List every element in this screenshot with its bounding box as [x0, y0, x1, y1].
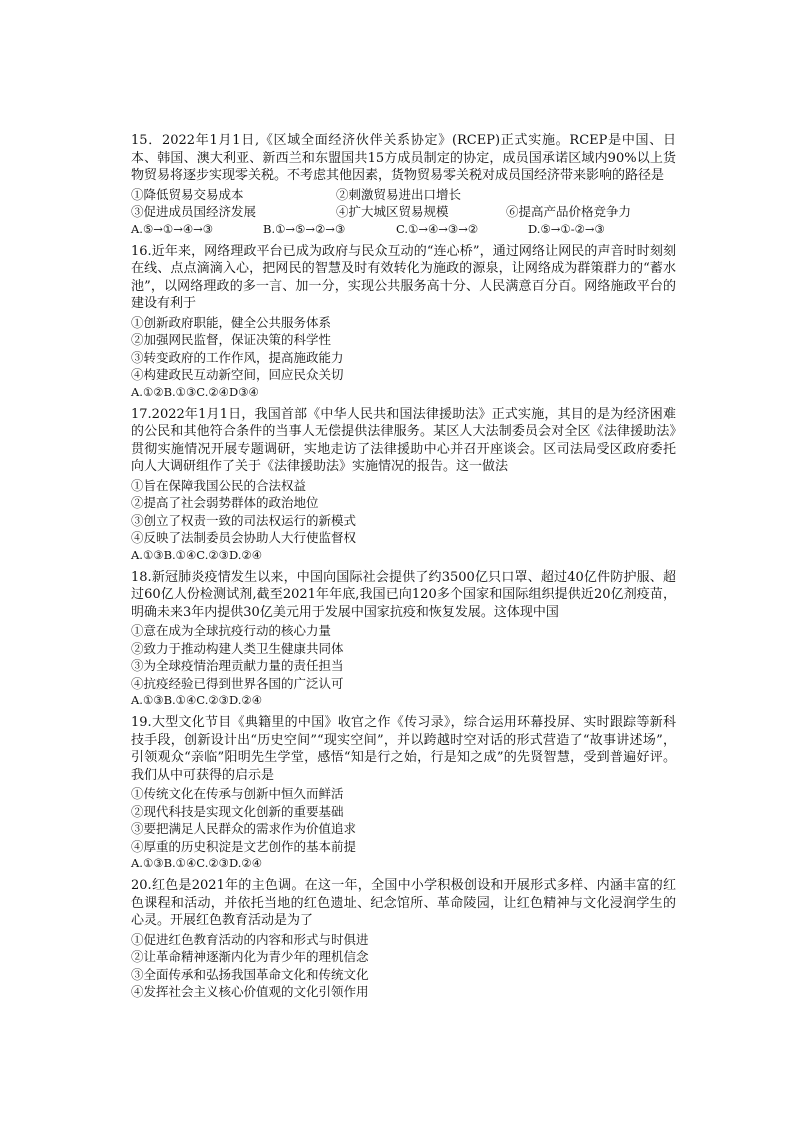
answer-choices: A.①③B.①④C.②③D.②④ [131, 547, 263, 562]
option: ①传统文化在传承与创新中恒久而鲜活 [131, 786, 344, 802]
option-list [131, 186, 676, 221]
option-list [131, 477, 676, 547]
option: ①旨在保障我国公民的合法权益 [131, 477, 307, 493]
answer-choices: A.①②B.①③C.②④D③④ [131, 384, 259, 399]
question-stem: 20.红色是2021年的主色调。在这一年，全国中小学积极创设和开展形式多样、内涵丰富的红色课程和活动，并依托当地的红色遗址、纪念馆所、革命陵园，让红色精神与文化浸润学生的心灵。开展红色教育活动是为了 [131, 878, 676, 929]
answer-choices [131, 221, 676, 238]
question-stem: 16.近年来，网络理政平台已成为政府与民众互动的“连心桥”，通过网络让网民的声音时时刻刻在线、点点滴滴入心，把网民的智慧及时有效转化为施政的源泉，让网络成为群策群力的“蓄水池”，以网络理政的多一言、加一分，实现公共服务高十分、人民满意百分百。网络施政平台的建设有利于 [131, 243, 676, 312]
option: ④反映了法制委员会协助人大行使监督权 [131, 530, 357, 546]
option: ⑥提高产品价格竞争力 [506, 204, 632, 220]
option: ①创新政府职能，健全公共服务体系 [131, 314, 332, 330]
question-20 [131, 877, 676, 1000]
answer-choice-c: C.①→④→③→② [396, 221, 479, 236]
question-stem: 19.大型文化节目《典籍里的中国》收官之作《传习录》，综合运用环幕投屏、实时跟踪等新科技手段，创新设计出“历史空间”“现实空间”，并以跨越时空对话的形式营造了“故事讲述场”，引领观众“亲临”阳明先生学堂，感悟“知是行之始，行是知之成”的先贤智慧，受到普遍好评。我们从中可获得的启示是 [131, 715, 676, 783]
question-stem: 18.新冠肺炎疫情发生以来，中国向国际社会提供了约3500亿只口罩、超过40亿件防护服、超过60亿人份检测试剂,截至2021年年底,我国已向120多个国家和国际组织提供近20亿剂疫苗，明确未来3年内提供30亿美元用于发展中国家抗疫和恢复发展。这体现中国 [131, 569, 676, 620]
option-list [131, 314, 676, 384]
option: ③创立了权责一致的司法权运行的新模式 [131, 512, 357, 528]
option-list [131, 931, 676, 1001]
answer-choice-a: A.⑤→①→④→③ [131, 221, 214, 236]
option: ②刺激贸易进出口增长 [336, 186, 462, 202]
option: ③要把满足人民群众的需求作为价值追求 [131, 821, 357, 837]
question-15 [131, 132, 676, 238]
option: ②现代科技是实现文化创新的重要基础 [131, 803, 344, 819]
answer-choice-b: B.①→⑤→②→③ [263, 221, 346, 236]
option: ②让革命精神逐渐内化为青少年的理机信念 [131, 949, 369, 965]
option: ①促进红色教育活动的内容和形式与时俱进 [131, 931, 369, 947]
exam-page [131, 132, 676, 1005]
question-18 [131, 569, 676, 709]
option: ④发挥社会主义核心价值观的文化引领作用 [131, 984, 369, 999]
option: ①降低贸易交易成本 [131, 186, 244, 202]
option: ④抗疫经验已得到世界各国的广泛认可 [131, 675, 344, 691]
question-17 [131, 406, 676, 564]
option: ④厚重的历史积淀是文艺创作的基本前提 [131, 838, 357, 854]
option: ②致力于推动构建人类卫生健康共同体 [131, 640, 344, 656]
answer-choice-d: D.⑤→①-②→③ [528, 221, 605, 236]
option: ④扩大城区贸易规模 [336, 204, 449, 220]
answer-choices: A.①③B.①④C.②③D.②④ [131, 856, 263, 870]
option: ③促进成员国经济发展 [131, 204, 257, 220]
question-stem: 15．2022年1月1日,《区域全面经济伙伴关系协定》(RCEP)正式实施。RCEP是中国、日本、韩国、澳大利亚、新西兰和东盟国共15方成员制定的协定，成员国承诺区域内90%以上货物贸易将逐步实现零关税。不考虑其他因素，货物贸易零关税对成员国经济带来影响的路径是 [131, 133, 676, 184]
question-stem: 17.2022年1月1日，我国首部《中华人民共和国法律援助法》正式实施，其目的是为经济困难的公民和其他符合条件的当事人无偿提供法律服务。某区人大法制委员会对全区《法律援助法》贯彻实施情况开展专题调研，实地走访了法律援助中心并召开座谈会。区司法局受区政府委托向人大调研组作了关于《法律援助法》实施情况的报告。这一做法 [131, 406, 676, 475]
answer-choices: A.①③B.①④C.②③D.②④ [131, 693, 263, 707]
option-list [131, 785, 676, 855]
option-list [131, 622, 676, 692]
option: ④构建政民互动新空间，回应民众关切 [131, 367, 344, 383]
option: ③全面传承和弘扬我国革命文化和传统文化 [131, 966, 369, 982]
question-19 [131, 714, 676, 872]
option: ①意在成为全球抗疫行动的核心力量 [131, 623, 332, 639]
option: ③为全球疫情治理贡献力量的责任担当 [131, 658, 344, 674]
option: ②加强网民监督，保证决策的科学性 [131, 332, 332, 348]
option: ③转变政府的工作作风，提高施政能力 [131, 349, 344, 365]
option: ②提高了社会弱势群体的政治地位 [131, 495, 319, 511]
question-16 [131, 243, 676, 401]
